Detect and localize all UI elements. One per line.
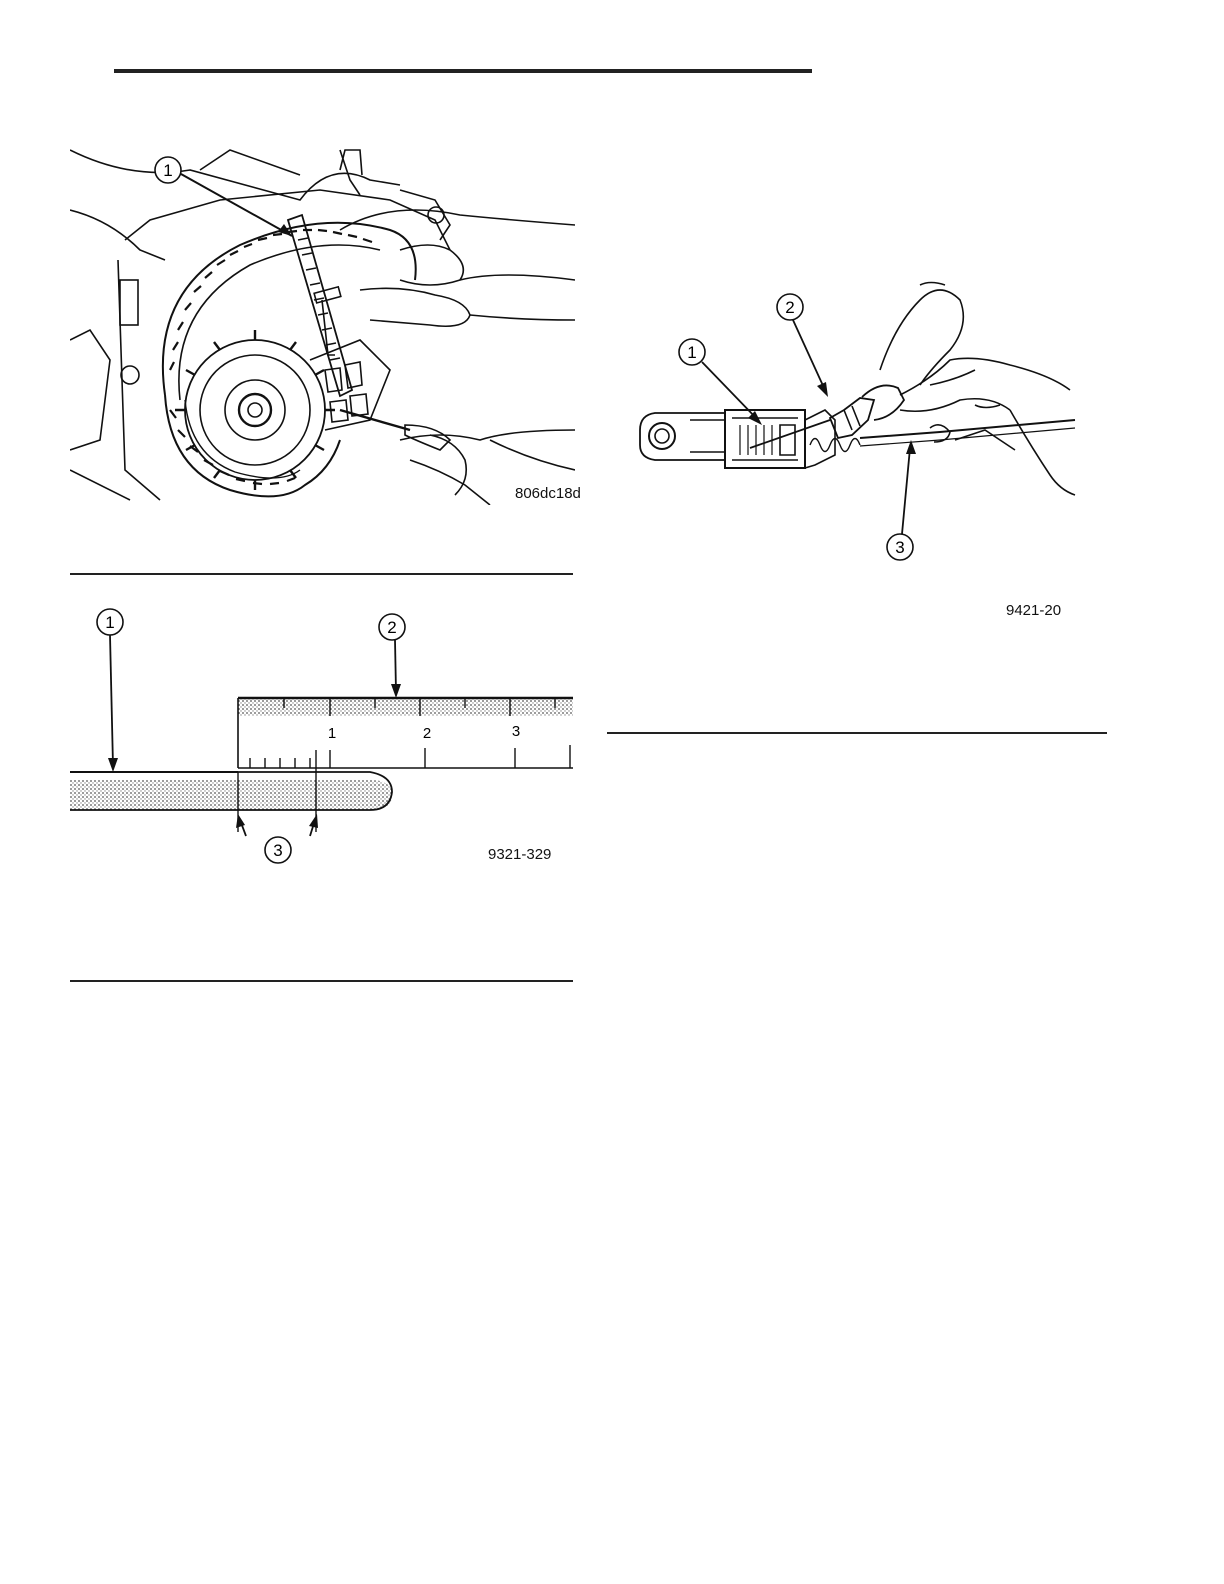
measurement-diagram bbox=[70, 600, 575, 875]
svg-text:3: 3 bbox=[511, 723, 521, 740]
timing-chain-illustration bbox=[70, 140, 575, 505]
figure-code: 9421-20 bbox=[1006, 602, 1062, 619]
figure-code: 806dc18d bbox=[515, 485, 581, 502]
svg-text:1: 1 bbox=[163, 161, 173, 180]
svg-text:3: 3 bbox=[895, 538, 905, 557]
svg-text:1: 1 bbox=[687, 343, 697, 362]
svg-text:1: 1 bbox=[327, 725, 337, 742]
callout-1 bbox=[155, 157, 292, 236]
section-rule bbox=[70, 980, 573, 982]
timing-chain-figure bbox=[70, 140, 581, 505]
svg-text:1: 1 bbox=[105, 613, 115, 632]
measurement-figure bbox=[70, 600, 575, 875]
figure-code: 9321-329 bbox=[488, 846, 552, 863]
svg-text:2: 2 bbox=[387, 618, 397, 637]
callout-3 bbox=[887, 440, 916, 560]
callout-2 bbox=[777, 294, 828, 397]
svg-text:2: 2 bbox=[785, 298, 795, 317]
svg-text:2: 2 bbox=[422, 725, 432, 742]
section-rule bbox=[70, 573, 573, 575]
section-rule bbox=[607, 732, 1107, 734]
callout-3 bbox=[236, 814, 318, 863]
callout-1 bbox=[97, 609, 123, 772]
probe-figure bbox=[630, 270, 1080, 580]
header-rule bbox=[114, 69, 812, 73]
svg-text:3: 3 bbox=[273, 841, 283, 860]
probe-illustration bbox=[630, 270, 1080, 580]
callout-2 bbox=[379, 614, 405, 698]
